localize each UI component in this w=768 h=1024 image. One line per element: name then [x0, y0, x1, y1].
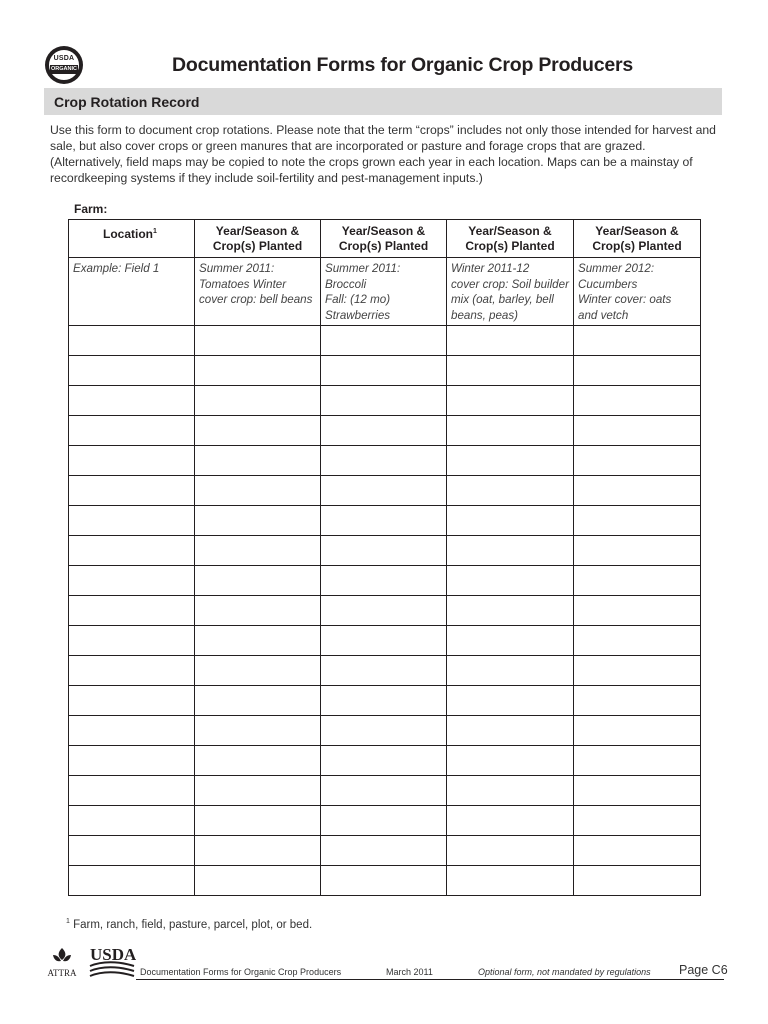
crop-entry-cell[interactable]	[447, 806, 574, 836]
location-entry-cell[interactable]	[69, 806, 195, 836]
location-entry-cell[interactable]	[69, 326, 195, 356]
crop-entry-cell[interactable]	[321, 626, 447, 656]
location-entry-cell[interactable]	[69, 656, 195, 686]
table-row	[69, 416, 701, 446]
year-season-header	[195, 220, 321, 258]
location-entry-cell[interactable]	[69, 746, 195, 776]
crop-entry-cell[interactable]	[195, 536, 321, 566]
attra-label: ATTRA	[47, 968, 77, 978]
crop-entry-cell[interactable]	[574, 416, 701, 446]
crop-entry-cell[interactable]	[447, 626, 574, 656]
table-row	[69, 626, 701, 656]
crop-entry-cell[interactable]	[447, 776, 574, 806]
footer-document-title: Documentation Forms for Organic Crop Producers	[140, 967, 342, 977]
header-line: Crop(s) Planted	[212, 238, 303, 253]
crop-entry-cell[interactable]	[321, 716, 447, 746]
location-entry-cell[interactable]	[69, 506, 195, 536]
crop-entry-cell[interactable]	[195, 866, 321, 896]
location-entry-cell[interactable]	[69, 716, 195, 746]
crop-entry-cell[interactable]	[447, 656, 574, 686]
crop-entry-cell[interactable]	[321, 416, 447, 446]
crop-entry-cell[interactable]	[321, 656, 447, 686]
example-text: and vetch	[578, 308, 629, 322]
attra-logo	[45, 946, 79, 978]
location-entry-cell[interactable]	[69, 386, 195, 416]
table-row	[69, 356, 701, 386]
year-season-header	[447, 220, 574, 258]
crop-entry-cell[interactable]	[574, 386, 701, 416]
location-entry-cell[interactable]	[69, 536, 195, 566]
crop-entry-cell[interactable]	[321, 476, 447, 506]
table-row	[69, 536, 701, 566]
crop-entry-cell[interactable]	[447, 686, 574, 716]
usda-logo	[88, 944, 136, 980]
header-line: Year/Season &	[341, 223, 426, 238]
location-entry-cell[interactable]	[69, 866, 195, 896]
crop-entry-cell[interactable]	[574, 626, 701, 656]
crop-entry-cell[interactable]	[321, 506, 447, 536]
location-entry-cell[interactable]	[69, 626, 195, 656]
crop-entry-cell[interactable]	[195, 626, 321, 656]
crop-entry-cell[interactable]	[574, 836, 701, 866]
location-entry-cell[interactable]	[69, 416, 195, 446]
crop-entry-cell[interactable]	[447, 506, 574, 536]
crop-entry-cell[interactable]	[195, 416, 321, 446]
table-row	[69, 446, 701, 476]
crop-entry-cell[interactable]	[574, 536, 701, 566]
location-entry-cell[interactable]	[69, 356, 195, 386]
example-text: Example: Field 1	[73, 262, 160, 275]
section-header-bar	[44, 88, 722, 115]
table-header-row	[69, 220, 701, 258]
year-season-header	[574, 220, 701, 258]
example-crop-cell	[447, 258, 574, 326]
table-row	[69, 866, 701, 896]
crop-entry-cell[interactable]	[321, 536, 447, 566]
example-text: beans, peas)	[451, 308, 519, 322]
crop-entry-cell[interactable]	[321, 596, 447, 626]
crop-entry-cell[interactable]	[195, 566, 321, 596]
crop-entry-cell[interactable]	[195, 686, 321, 716]
header-line: Year/Season &	[215, 223, 300, 238]
crop-entry-cell[interactable]	[195, 776, 321, 806]
crop-entry-cell[interactable]	[447, 416, 574, 446]
example-location-cell	[69, 258, 195, 326]
crop-entry-cell[interactable]	[195, 746, 321, 776]
page-title: Documentation Forms for Organic Crop Producers	[172, 54, 634, 76]
crop-entry-cell[interactable]	[447, 326, 574, 356]
table-row	[69, 386, 701, 416]
location-entry-cell[interactable]	[69, 776, 195, 806]
crop-entry-cell[interactable]	[574, 806, 701, 836]
crop-entry-cell[interactable]	[321, 566, 447, 596]
crop-entry-cell[interactable]	[574, 356, 701, 386]
table-row	[69, 776, 701, 806]
footnote-marker: 1	[153, 228, 157, 235]
table-row	[69, 686, 701, 716]
footnote-text: Farm, ranch, field, pasture, parcel, plot, or bed.	[69, 918, 313, 931]
crop-entry-cell[interactable]	[447, 446, 574, 476]
crop-entry-cell[interactable]	[574, 446, 701, 476]
location-entry-cell[interactable]	[69, 476, 195, 506]
table-row	[69, 836, 701, 866]
farm-label: Farm:	[74, 202, 108, 216]
crop-entry-cell[interactable]	[321, 686, 447, 716]
crop-entry-cell[interactable]	[574, 866, 701, 896]
example-crop-cell	[321, 258, 447, 326]
table-row	[69, 596, 701, 626]
table-row	[69, 506, 701, 536]
crop-entry-cell[interactable]	[321, 746, 447, 776]
crop-entry-cell[interactable]	[195, 446, 321, 476]
example-text: cover crop: bell beans	[199, 293, 313, 306]
usda-organic-seal	[45, 46, 83, 84]
header-line: Crop(s) Planted	[592, 238, 682, 253]
crop-entry-cell[interactable]	[195, 836, 321, 866]
crop-entry-cell[interactable]	[447, 836, 574, 866]
crop-entry-cell[interactable]	[447, 356, 574, 386]
footnote	[66, 918, 312, 931]
crop-entry-cell[interactable]	[321, 836, 447, 866]
crop-entry-cell[interactable]	[321, 776, 447, 806]
seal-top-text: USDA	[53, 55, 75, 62]
crop-entry-cell[interactable]	[447, 596, 574, 626]
crop-entry-cell[interactable]	[574, 686, 701, 716]
location-header-label: Location	[103, 227, 153, 241]
location-entry-cell[interactable]	[69, 836, 195, 866]
crop-entry-cell[interactable]	[195, 806, 321, 836]
footer-date: March 2011	[386, 967, 433, 977]
example-text: Strawberries	[325, 308, 391, 322]
table-row	[69, 566, 701, 596]
example-text: Broccoli	[325, 277, 367, 291]
seal-band-text: ORGANIC	[51, 66, 77, 72]
table-row	[69, 476, 701, 506]
example-crop-cell	[195, 258, 321, 326]
example-text: Cucumbers	[578, 277, 638, 291]
crop-entry-cell[interactable]	[574, 506, 701, 536]
crop-entry-cell[interactable]	[447, 476, 574, 506]
year-season-header	[321, 220, 447, 258]
crop-entry-cell[interactable]	[195, 356, 321, 386]
example-text: Summer 2012:	[578, 262, 655, 275]
crop-entry-cell[interactable]	[321, 356, 447, 386]
intro-paragraph: Use this form to document crop rotations. Please note that the term “crops” includes not only those intended for harvest and sale, but also cover crops or green manures that are incorporated or pasture and forage crops that are grazed. (Alternatively, field maps may be copied to note the crops grown each year in each location. Maps can be a mainstay of recordkeeping systems if they include soil-fertility and pest-management inputs.)	[50, 123, 716, 185]
crop-entry-cell[interactable]	[447, 866, 574, 896]
example-text: Winter 2011-12	[451, 262, 530, 275]
crop-entry-cell[interactable]	[574, 776, 701, 806]
crop-entry-cell[interactable]	[574, 716, 701, 746]
crop-entry-cell[interactable]	[574, 566, 701, 596]
page-number: Page C6	[679, 963, 728, 977]
crop-entry-cell[interactable]	[321, 866, 447, 896]
example-text: mix (oat, barley, bell	[451, 293, 554, 306]
example-row	[69, 258, 701, 326]
header-line: Crop(s) Planted	[338, 238, 429, 253]
crop-entry-cell[interactable]	[195, 656, 321, 686]
header-line: Year/Season &	[595, 223, 679, 238]
section-title: Crop Rotation Record	[54, 94, 200, 110]
example-text: Summer 2011:	[325, 262, 401, 275]
crop-entry-cell[interactable]	[321, 326, 447, 356]
example-text: Summer 2011:	[199, 262, 275, 275]
crop-entry-cell[interactable]	[321, 386, 447, 416]
table-row	[69, 656, 701, 686]
example-text: Fall: (12 mo)	[325, 293, 391, 306]
crop-entry-cell[interactable]	[447, 536, 574, 566]
crop-entry-cell[interactable]	[195, 506, 321, 536]
header-line: Crop(s) Planted	[465, 238, 555, 253]
crop-entry-cell[interactable]	[321, 446, 447, 476]
crop-entry-cell[interactable]	[447, 716, 574, 746]
crop-entry-cell[interactable]	[574, 596, 701, 626]
example-crop-cell	[574, 258, 701, 326]
crop-entry-cell[interactable]	[195, 716, 321, 746]
example-text: cover crop: Soil builder	[451, 277, 569, 291]
crop-entry-cell[interactable]	[574, 476, 701, 506]
crop-entry-cell[interactable]	[447, 566, 574, 596]
crop-entry-cell[interactable]	[195, 596, 321, 626]
crop-entry-cell[interactable]	[447, 386, 574, 416]
header-line: Year/Season &	[468, 223, 552, 238]
usda-label: USDA	[90, 945, 136, 964]
crop-entry-cell[interactable]	[574, 746, 701, 776]
crop-entry-cell[interactable]	[574, 326, 701, 356]
location-header	[69, 220, 195, 258]
footer-rule	[136, 979, 724, 980]
table-row	[69, 746, 701, 776]
crop-entry-cell[interactable]	[195, 386, 321, 416]
location-entry-cell[interactable]	[69, 566, 195, 596]
location-entry-cell[interactable]	[69, 446, 195, 476]
example-text: Winter cover: oats	[578, 293, 672, 306]
crop-rotation-table	[68, 219, 701, 896]
crop-entry-cell[interactable]	[195, 476, 321, 506]
location-entry-cell[interactable]	[69, 596, 195, 626]
crop-entry-cell[interactable]	[195, 326, 321, 356]
example-text: Tomatoes Winter	[199, 277, 287, 291]
table-row	[69, 806, 701, 836]
crop-entry-cell[interactable]	[321, 806, 447, 836]
location-entry-cell[interactable]	[69, 686, 195, 716]
table-row	[69, 716, 701, 746]
footnote-mark: 1	[66, 918, 70, 925]
crop-entry-cell[interactable]	[447, 746, 574, 776]
footer-note: Optional form, not mandated by regulations	[478, 967, 651, 977]
table-row	[69, 326, 701, 356]
crop-entry-cell[interactable]	[574, 656, 701, 686]
